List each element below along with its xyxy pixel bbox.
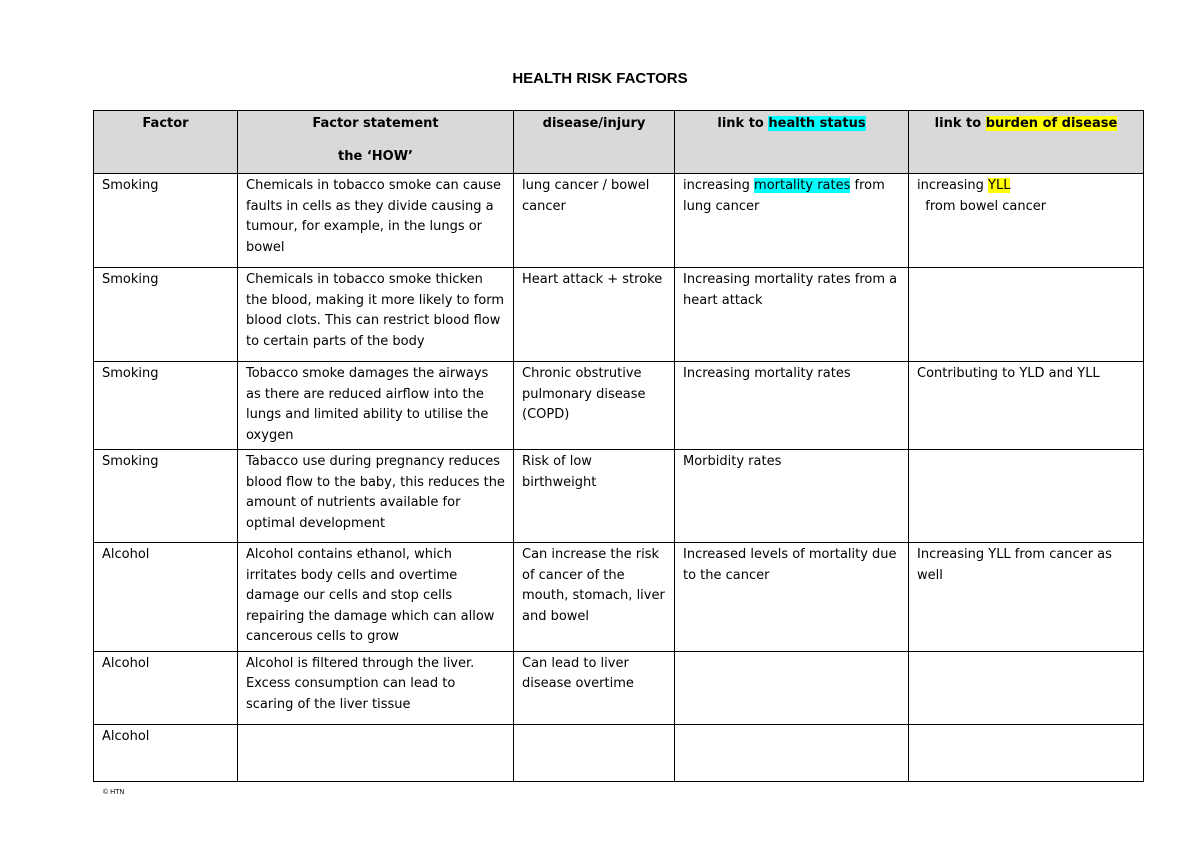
yll-highlight: YLL [988, 178, 1011, 193]
cell-burden: Contributing to YLD and YLL [909, 362, 1144, 450]
header-factor-statement [238, 111, 514, 174]
cell-statement: Chemicals in tobacco smoke thicken the blood, making it more likely to form blood clots. This can restrict blood flow to certain parts of the body [238, 268, 514, 362]
cell-disease: lung cancer / bowel cancer [514, 174, 675, 268]
health-status-highlight: health status [768, 116, 866, 131]
cell-disease [514, 724, 675, 781]
cell-statement: Alcohol contains ethanol, which irritates body cells and overtime damage our cells and stop cells repairing the damage which can allow cancerous cells to grow [238, 543, 514, 652]
table-row [94, 543, 1144, 652]
cell-factor: Alcohol [94, 724, 238, 781]
cell-factor: Alcohol [94, 651, 238, 724]
cell-disease: Can increase the risk of cancer of the mouth, stomach, liver and bowel [514, 543, 675, 652]
cell-factor: Smoking [94, 450, 238, 543]
cell-factor: Smoking [94, 362, 238, 450]
header-disease-injury: disease/injury [514, 111, 675, 174]
cell-disease: Chronic obstrutive pulmonary disease (COPD) [514, 362, 675, 450]
cell-statement: Tabacco use during pregnancy reduces blood flow to the baby, this reduces the amount of nutrients available for optimal development [238, 450, 514, 543]
cell-factor: Smoking [94, 268, 238, 362]
header-health-status: link to health status [675, 111, 909, 174]
table-row [94, 268, 1144, 362]
table-row [94, 450, 1144, 543]
cell-health: Increasing mortality rates from a heart attack [675, 268, 909, 362]
copyright-footer: © HTN [103, 789, 125, 796]
table-row [94, 724, 1144, 781]
cell-health: Morbidity rates [675, 450, 909, 543]
cell-burden [909, 450, 1144, 543]
table-header-row [94, 111, 1144, 174]
cell-burden [909, 651, 1144, 724]
cell-burden [909, 268, 1144, 362]
cell-disease: Heart attack + stroke [514, 268, 675, 362]
header-burden-of-disease: link to burden of disease [909, 111, 1144, 174]
cell-health [675, 651, 909, 724]
burden-highlight: burden of disease [985, 116, 1118, 131]
cell-factor: Smoking [94, 174, 238, 268]
document-title: HEALTH RISK FACTORS [512, 70, 688, 87]
table-row [94, 362, 1144, 450]
table-row [94, 651, 1144, 724]
cell-health: increasing mortality rates from lung cancer [675, 174, 909, 268]
cell-disease: Risk of low birthweight [514, 450, 675, 543]
mortality-rates-highlight: mortality rates [754, 178, 851, 193]
cell-burden [909, 724, 1144, 781]
health-risk-table [93, 110, 1144, 782]
cell-statement [238, 724, 514, 781]
header-statement-label: Factor statement [312, 116, 439, 131]
cell-statement: Tobacco smoke damages the airways as there are reduced airflow into the lungs and limited ability to utilise the oxygen [238, 362, 514, 450]
cell-health: Increasing mortality rates [675, 362, 909, 450]
table-row [94, 174, 1144, 268]
cell-disease: Can lead to liver disease overtime [514, 651, 675, 724]
cell-factor: Alcohol [94, 543, 238, 652]
header-factor: Factor [94, 111, 238, 174]
cell-health [675, 724, 909, 781]
cell-burden: Increasing YLL from cancer as well [909, 543, 1144, 652]
cell-statement: Chemicals in tobacco smoke can cause faults in cells as they divide causing a tumour, for example, in the lungs or bowel [238, 174, 514, 268]
cell-health: Increased levels of mortality due to the cancer [675, 543, 909, 652]
cell-statement: Alcohol is filtered through the liver. Excess consumption can lead to scaring of the liver tissue [238, 651, 514, 724]
header-statement-sub: the ‘HOW’ [338, 148, 413, 164]
cell-burden: increasing YLL from bowel cancer [909, 174, 1144, 268]
